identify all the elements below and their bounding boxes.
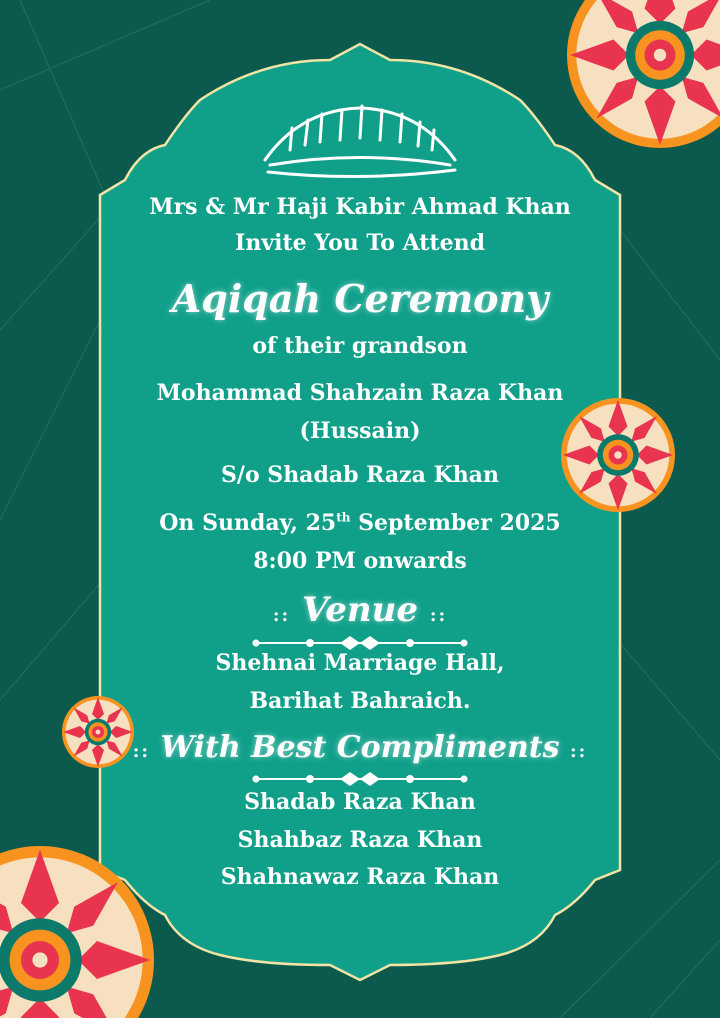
relation-text: of their grandson (252, 333, 468, 359)
venue-heading: :: Venue :: (272, 590, 448, 630)
compliment-name: Shadab Raza Khan (244, 789, 476, 815)
venue-line-1: Shehnai Marriage Hall, (215, 650, 505, 676)
child-name: Mohammad Shahzain Raza Khan (156, 380, 564, 406)
mandala-icon (561, 398, 675, 512)
event-title: Aqiqah Ceremony (171, 276, 549, 321)
invite-line: Invite You To Attend (235, 230, 485, 256)
mandala-icon (567, 0, 720, 148)
event-time: 8:00 PM onwards (253, 548, 467, 574)
child-nickname: (Hussain) (299, 418, 421, 444)
parent-text: S/o Shadab Raza Khan (221, 462, 499, 488)
event-date: On Sunday, 25th September 2025 (159, 510, 561, 536)
venue-line-2: Barihat Bahraich. (249, 688, 471, 714)
compliment-name: Shahnawaz Raza Khan (220, 864, 500, 890)
hosts-text: Mrs & Mr Haji Kabir Ahmad Khan (149, 194, 571, 220)
compliments-heading: :: With Best Compliments :: (132, 730, 588, 765)
compliment-name: Shahbaz Raza Khan (237, 827, 483, 853)
